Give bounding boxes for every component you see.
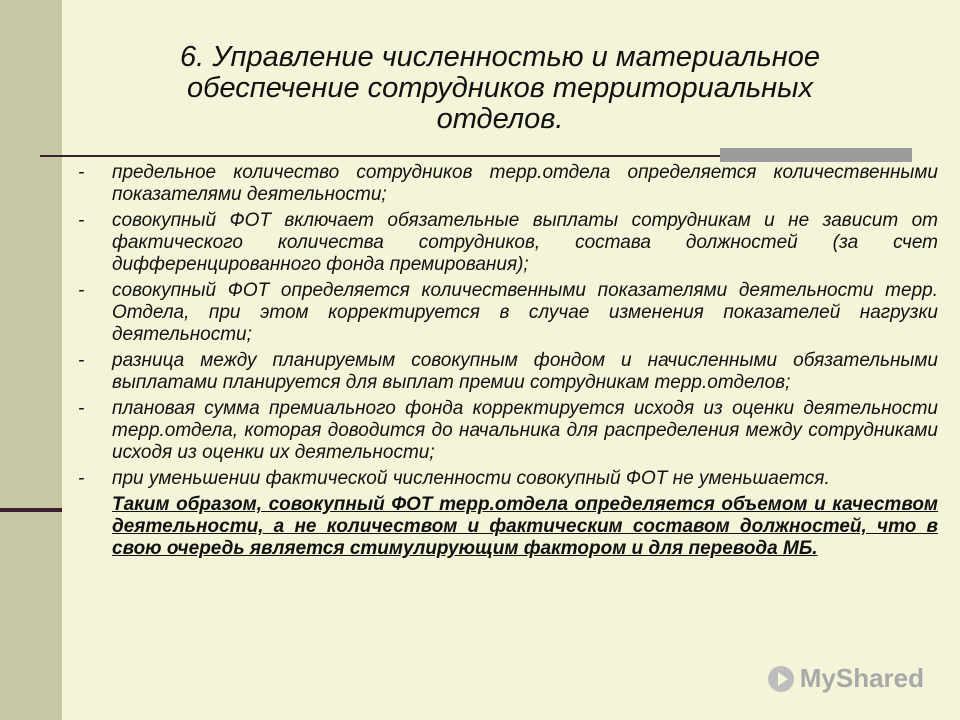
title-line: обеспечение сотрудников территориальных [187,72,813,104]
bullet-item [78,350,938,394]
play-icon [768,666,794,692]
bullet-item [78,398,938,464]
bullet-dash: - [78,398,85,419]
bullet-text: предельное количество сотрудников терр.отдела определяется количественными показателями деятельности; [112,162,938,205]
watermark [768,663,924,694]
slide-content [78,162,938,560]
watermark-text: MyShared [799,663,924,693]
bullet-dash: - [78,280,85,301]
left-decorative-band [0,0,62,720]
bullet-dash: - [78,350,85,371]
bullet-item [78,210,938,276]
bullet-text: при уменьшении фактической численности совокупный ФОТ не уменьшается. [112,468,830,489]
bullet-item [78,468,938,490]
title-line: 6. Управление численностью и материальное [180,41,820,73]
bullet-item [78,280,938,346]
conclusion-text: Таким образом, совокупный ФОТ терр.отдела определяется объемом и качеством деятельности, а не количеством и фактическим составом должностей, что в свою очередь является стимулирующим фактором и для перевода МБ. [112,494,938,559]
title-line: отделов. [436,103,564,135]
bullet-text: совокупный ФОТ включает обязательные выплаты сотрудникам и не зависит от фактического количества сотрудников, состава должностей (за счет дифференцированного фонда премирования); [112,210,938,275]
title-accent-bar [720,148,912,162]
bullet-item [78,162,938,206]
bullet-text: плановая сумма премиального фонда корректируется исходя из оценки деятельности терр.отдела, которая доводится до начальника для распределения между сотрудниками исходя из оценки их деятельности; [112,398,938,463]
bullet-dash: - [78,162,85,183]
left-accent-rule [0,508,62,512]
slide-title [100,42,900,135]
bullet-dash: - [78,210,85,231]
bullet-dash: - [78,468,85,489]
bullet-text: совокупный ФОТ определяется количественными показателями деятельности терр. Отдела, при этом корректируется в случае изменения показателей нагрузки деятельности; [112,280,938,345]
bullet-text: разница между планируемым совокупным фондом и начисленными обязательными выплатами планируется для выплат премии сотрудникам терр.отделов; [112,350,938,393]
